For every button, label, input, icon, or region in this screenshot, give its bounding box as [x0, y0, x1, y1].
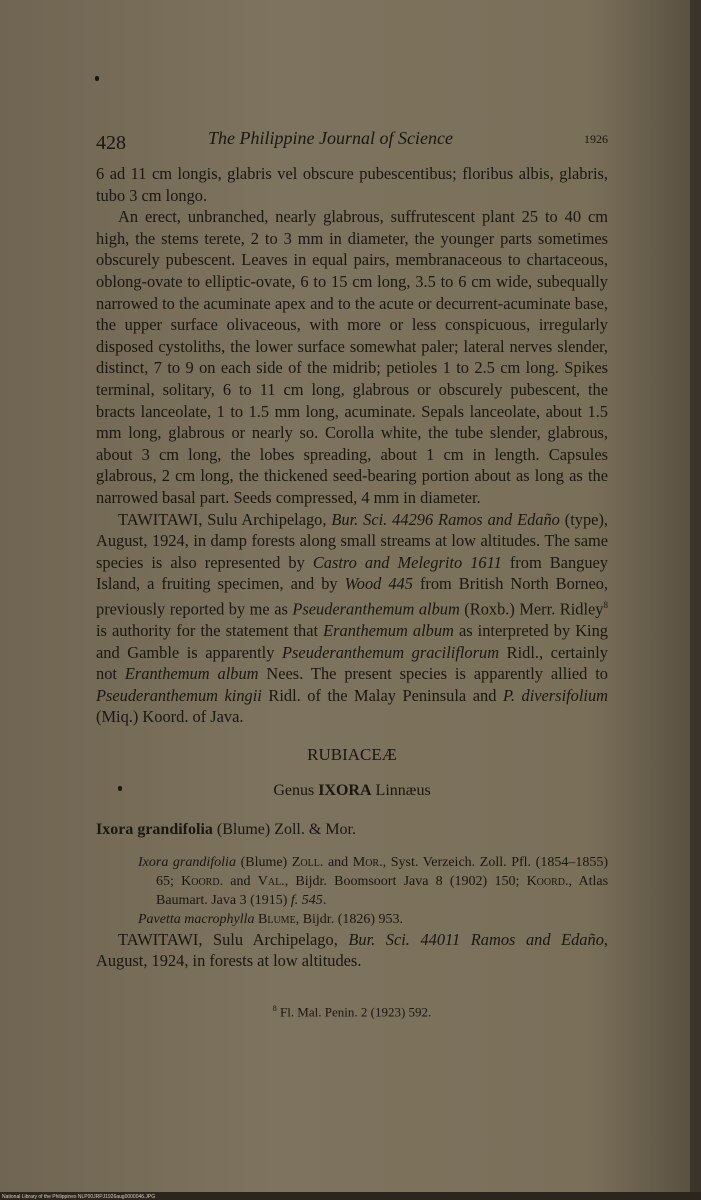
taxon-name: Pavetta macrophylla	[138, 911, 255, 927]
text-run: , Bijdr. Boomsoort Java 8 (1902) 150;	[284, 873, 527, 889]
text-run: .	[322, 892, 327, 908]
taxon-name: Pseuderanthemum album	[292, 599, 460, 619]
author: Zoll.	[291, 854, 324, 870]
author: Koord.	[526, 873, 569, 889]
text-run: (Roxb.) Merr. Ridley	[459, 599, 604, 619]
specimen-paragraph	[96, 509, 608, 728]
specimen-citation: Bur. Sci. 44296 Ramos and Edaño	[331, 509, 560, 529]
text-run: from Banguey Island, a fruiting specimen, and by	[96, 552, 608, 594]
text-run: , Sulu Archipelago,	[198, 509, 332, 529]
family-heading: RUBIACEÆ	[307, 744, 397, 764]
author: Mor.	[352, 854, 383, 870]
text-run: (Blume)	[235, 854, 292, 870]
specimen-citation: Wood 445	[344, 574, 413, 594]
text-run: Linnæus	[371, 781, 431, 799]
text-run: is authority for the statement that	[96, 620, 324, 640]
page-number: 428	[96, 132, 126, 154]
ink-speck	[95, 76, 99, 81]
taxon-name: P. diversifolium	[502, 685, 609, 705]
text-run: , Syst. Verzeich. Zoll. Pfl. (1854–1855) 65;	[156, 854, 608, 889]
taxon-name: Ixora grandifolia	[138, 854, 236, 870]
text-run: and	[223, 873, 258, 889]
page-body	[96, 163, 608, 1023]
text-run: and	[323, 854, 353, 870]
specimen-paragraph-2	[96, 929, 608, 972]
text-run: Genus	[273, 781, 319, 799]
text-run: as interpreted by King and Gamble is apparently	[96, 620, 608, 662]
locality: TAWITAWI	[118, 509, 199, 529]
footnote	[96, 998, 608, 1023]
scan-credit: National Library of the Philippines NLP00JRPJ1926aug0000046.JPG	[2, 1194, 156, 1200]
scan-footer-bar	[0, 1192, 701, 1200]
text-run: Nees. The present species is apparently allied to	[258, 664, 608, 684]
latin-description: 6 ad 11 cm longis, glabris vel obscure pubescentibus; floribus albis, glabris, tubo 3 cm longo.	[96, 164, 608, 205]
author: Blume	[258, 911, 296, 927]
text-run: , Sulu Archipelago,	[198, 929, 349, 949]
footnote-ref: 8	[603, 599, 608, 610]
taxon-name: Pseuderanthemum kingii	[96, 685, 262, 705]
journal-title: The Philippine Journal of Science	[208, 128, 453, 148]
species-heading	[96, 819, 608, 841]
specimen-citation: Bur. Sci. 44011 Ramos and Edaño	[348, 929, 604, 949]
text-run: from British North Borneo, previously reported by me as	[96, 574, 609, 619]
book-spine-edge	[690, 0, 701, 1200]
header-year: 1926	[584, 132, 608, 146]
text-run: , August, 1924, in forests at low altitudes.	[96, 929, 609, 971]
text-run: Ridl. of the Malay Peninsula and	[261, 685, 503, 705]
text-run: Ridl., certainly not	[96, 642, 608, 684]
footnote-text: Fl. Mal. Penin. 2 (1923) 592.	[276, 1004, 432, 1020]
figure-ref: f. 545	[290, 892, 323, 908]
author: Val.	[257, 873, 285, 889]
text-run: , Bijdr. (1826) 953.	[295, 911, 404, 927]
taxon-name: Pseuderanthemum graciliflorum	[282, 642, 500, 662]
footnote-mark: 8	[272, 1003, 277, 1013]
running-header	[96, 128, 608, 156]
taxon-name: Eranthemum album	[124, 664, 259, 684]
text-run: (Miq.) Koord. of Java.	[96, 707, 244, 727]
species-name: Ixora grandifolia	[96, 821, 213, 839]
author: Koord.	[181, 873, 224, 889]
synonymy-block	[138, 853, 608, 929]
locality: TAWITAWI	[118, 929, 199, 949]
synonymy-line	[138, 853, 608, 910]
genus-name: IXORA	[318, 781, 372, 799]
english-description: An erect, unbranched, nearly glabrous, suffrutescent plant 25 to 40 cm high, the stems terete, 2 to 3 mm in diameter, the younger parts sometimes obscurely pubescent. Leaves in equal pairs, membranaceous to chartaceous, oblong-ovate to elliptic-ovate, 6 to 15 cm long, 3.5 to 6 cm wide, subequally narrowed to the acuminate apex and to the acute or decurrent-acuminate base, the upper surface olivaceous, with more or less conspicuous, irregularly disposed cystoliths, the lower surface somewhat paler; lateral nerves slender, distinct, 7 to 9 on each side of the midrib; petioles 1 to 2.5 cm long. Spikes terminal, solitary, 6 to 11 cm long, glabrous or obscurely pubescent, the bracts lanceolate, 1 to 1.5 mm long, acuminate. Sepals lanceolate, about 1.5 mm long, glabrous or nearly so. Corolla white, the tube slender, glabrous, about 3 cm long, the lobes spreading, about 1 cm in length. Capsules glabrous, 2 cm long, the thickened seed-bearing portion about as long as the narrowed basal part. Seeds compressed, 4 mm in diameter.	[96, 207, 608, 507]
text-run: , Atlas Baumart. Java 3 (1915)	[156, 873, 609, 908]
genus-heading	[96, 780, 608, 802]
taxon-name: Eranthemum album	[323, 620, 454, 640]
text-run: (type), August, 1924, in damp forests along small streams at low altitudes. The same species is also represented by	[96, 509, 609, 572]
specimen-citation: Castro and Melegrito 1611	[312, 552, 502, 572]
synonymy-line	[138, 910, 608, 929]
text-run: (Blume) Zoll. & Mor.	[212, 821, 356, 839]
